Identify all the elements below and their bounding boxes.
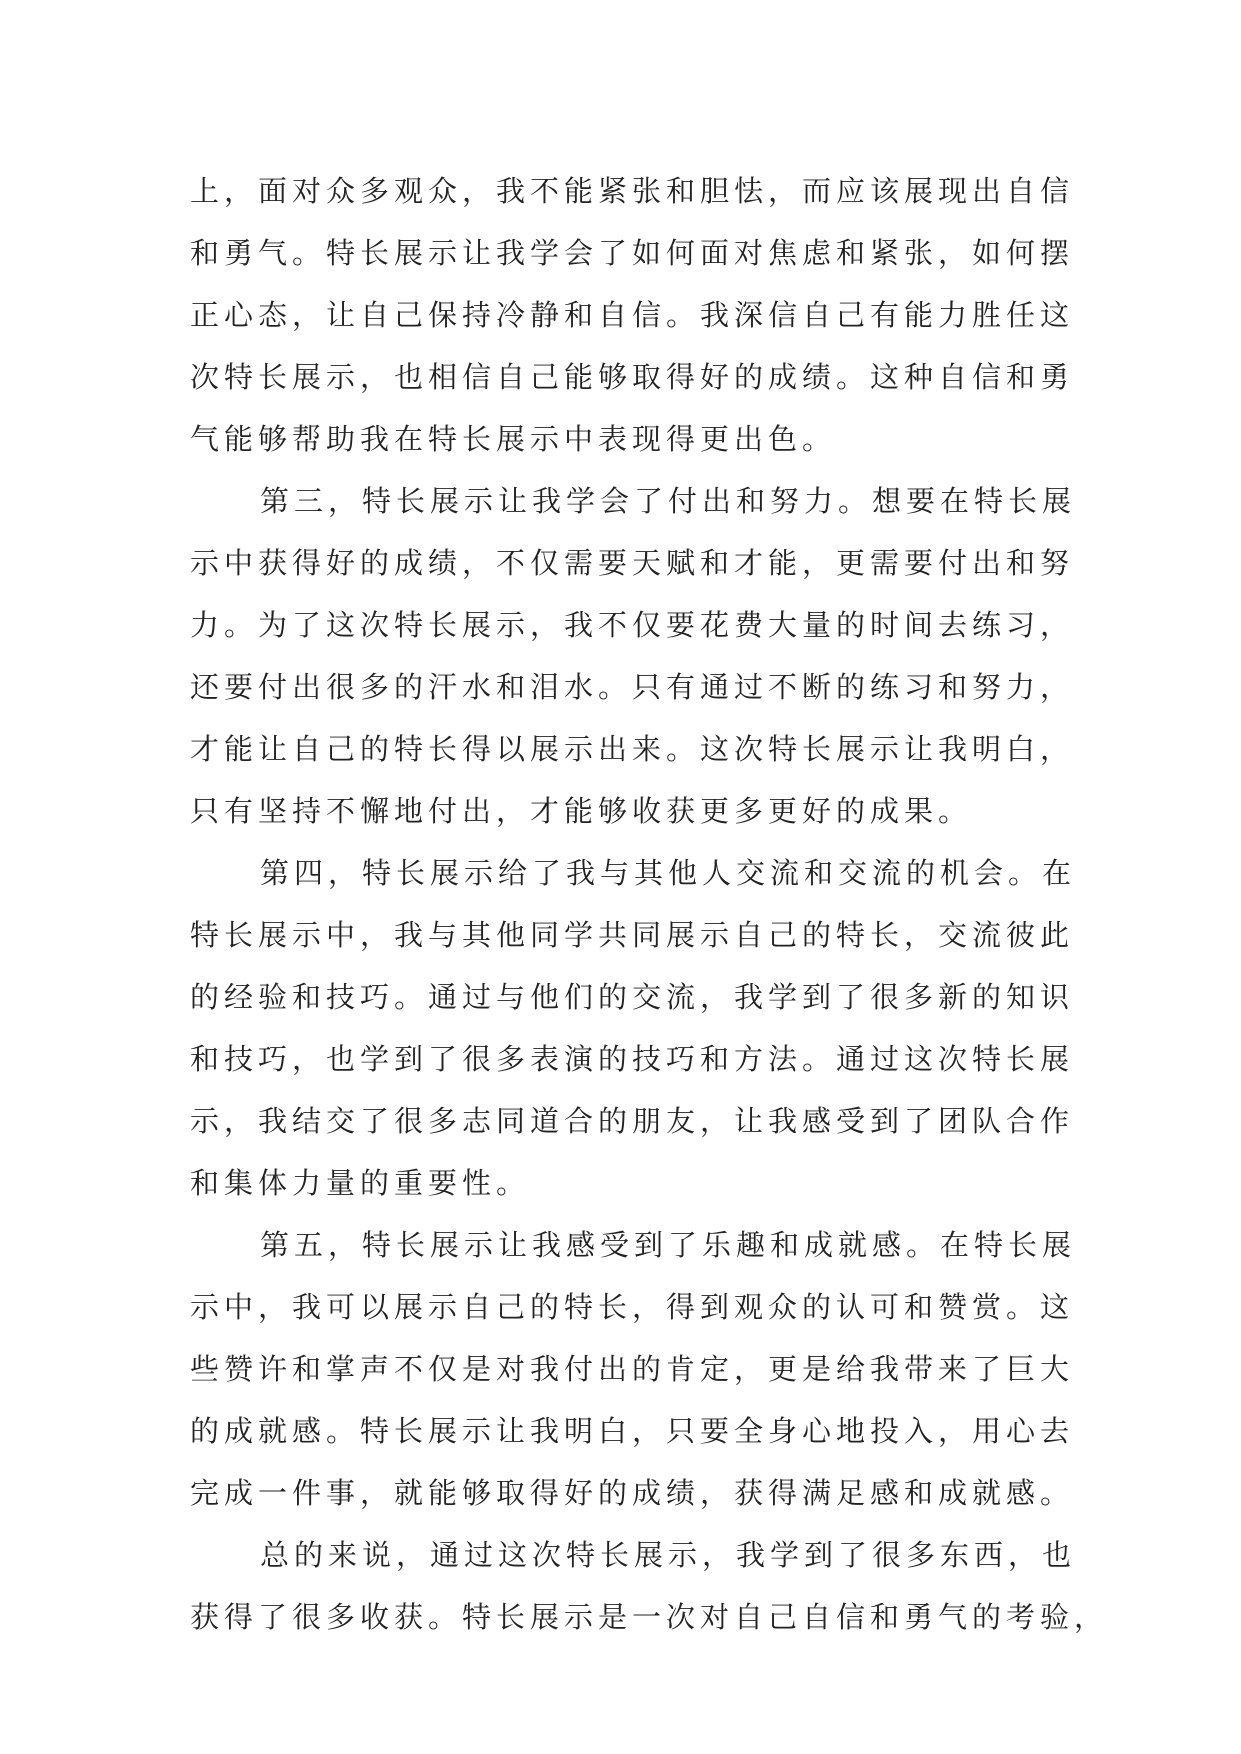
text-line: 第五，特长展示让我感受到了乐趣和成就感。在特长展 <box>260 1228 1077 1262</box>
text-line: 的成就感。特长展示让我明白，只要全身心地投入，用心去 <box>190 1414 1075 1448</box>
text-line: 还要付出很多的汗水和泪水。只有通过不断的练习和努力， <box>190 670 1075 704</box>
text-line: 和勇气。特长展示让我学会了如何面对焦虑和紧张，如何摆 <box>190 236 1075 270</box>
body-text <box>190 160 1109 1648</box>
text-line: 次特长展示，也相信自己能够取得好的成绩。这种自信和勇 <box>190 360 1075 394</box>
text-line: 正心态，让自己保持冷静和自信。我深信自己有能力胜任这 <box>190 298 1075 332</box>
text-line: 第三，特长展示让我学会了付出和努力。想要在特长展 <box>260 484 1077 518</box>
text-line: 和集体力量的重要性。 <box>190 1166 531 1200</box>
text-line: 完成一件事，就能够取得好的成绩，获得满足感和成就感。 <box>190 1476 1075 1510</box>
text-line: 示中，我可以展示自己的特长，得到观众的认可和赞赏。这 <box>190 1290 1075 1324</box>
text-line: 上，面对众多观众，我不能紧张和胆怯，而应该展现出自信 <box>190 174 1075 208</box>
text-line: 和技巧，也学到了很多表演的技巧和方法。通过这次特长展 <box>190 1042 1075 1076</box>
text-line: 第四，特长展示给了我与其他人交流和交流的机会。在 <box>260 856 1077 890</box>
text-line: 示中获得好的成绩，不仅需要天赋和才能，更需要付出和努 <box>190 546 1075 580</box>
text-line: 特长展示中，我与其他同学共同展示自己的特长，交流彼此 <box>190 918 1075 952</box>
text-line: 些赞许和掌声不仅是对我付出的肯定，更是给我带来了巨大 <box>190 1352 1075 1386</box>
text-line: 示，我结交了很多志同道合的朋友，让我感受到了团队合作 <box>190 1104 1075 1138</box>
text-line: 获得了很多收获。特长展示是一次对自己自信和勇气的考验， <box>190 1600 1109 1634</box>
text-line: 气能够帮助我在特长展示中表现得更出色。 <box>190 422 837 456</box>
text-line: 总的来说，通过这次特长展示，我学到了很多东西，也 <box>260 1538 1077 1572</box>
text-line: 才能让自己的特长得以展示出来。这次特长展示让我明白， <box>190 732 1075 766</box>
text-line: 的经验和技巧。通过与他们的交流，我学到了很多新的知识 <box>190 980 1075 1014</box>
text-line: 只有坚持不懈地付出，才能够收获更多更好的成果。 <box>190 794 973 828</box>
text-line: 力。为了这次特长展示，我不仅要花费大量的时间去练习， <box>190 608 1075 642</box>
